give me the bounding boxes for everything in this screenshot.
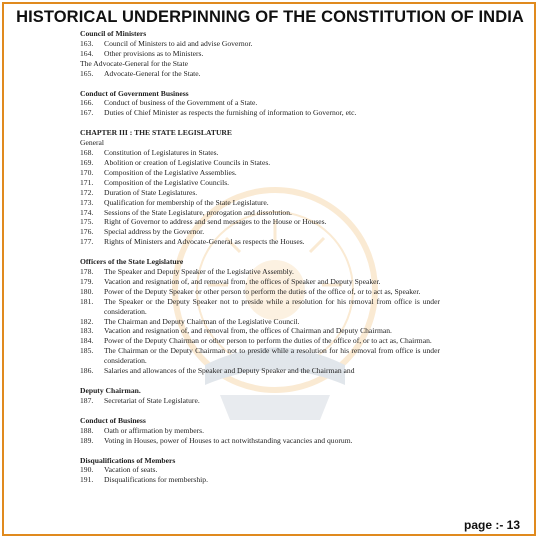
article-number: 177. xyxy=(80,237,94,247)
article-item xyxy=(80,267,440,277)
article-title: Sessions of the State Legislature, prorogation and dissolution. xyxy=(104,207,292,217)
article-title: The Chairman and Deputy Chairman of the Legislative Council. xyxy=(104,316,300,326)
article-number: 180. xyxy=(80,286,94,296)
article-item xyxy=(80,297,440,317)
article-number: 176. xyxy=(80,227,94,237)
article-number: 170. xyxy=(80,167,94,177)
article-item xyxy=(80,98,440,108)
article-number: 165. xyxy=(80,68,94,78)
section-heading: Conduct of Business xyxy=(80,415,146,425)
article-item xyxy=(80,217,440,227)
toc-section xyxy=(80,128,440,247)
toc-section xyxy=(80,257,440,376)
article-number: 169. xyxy=(80,157,94,167)
article-number: 164. xyxy=(80,48,94,58)
article-item xyxy=(80,148,440,158)
article-title: Salaries and allowances of the Speaker and Deputy Speaker and the Chairman and xyxy=(104,366,355,376)
article-title: Other provisions as to Ministers. xyxy=(104,48,204,58)
section-heading: CHAPTER III : THE STATE LEGISLATURE xyxy=(80,128,232,138)
section-heading: Disqualifications of Members xyxy=(80,455,176,465)
article-title: The Speaker or the Deputy Speaker not to preside while a resolution for his removal from office is under consideration. xyxy=(104,296,440,316)
article-item xyxy=(80,198,440,208)
article-item xyxy=(80,336,440,346)
article-item xyxy=(80,396,440,406)
article-item xyxy=(80,346,440,366)
article-title: Duties of Chief Minister as respects the furnishing of information to Governor, etc. xyxy=(104,108,357,118)
article-number: 179. xyxy=(80,276,94,286)
toc-section xyxy=(80,89,440,119)
article-number: 186. xyxy=(80,366,94,376)
article-title: The Chairman or the Deputy Chairman not to preside while a resolution for his removal from office is under consideration. xyxy=(104,346,440,366)
article-item xyxy=(80,39,440,49)
article-number: 166. xyxy=(80,98,94,108)
article-item xyxy=(80,436,440,446)
toc-section xyxy=(80,386,440,406)
article-item xyxy=(80,237,440,247)
article-number: 184. xyxy=(80,336,94,346)
article-item xyxy=(80,69,440,79)
article-item xyxy=(80,168,440,178)
article-number: 191. xyxy=(80,475,94,485)
article-title: The Speaker and Deputy Speaker of the Legislative Assembly. xyxy=(104,267,294,277)
article-item xyxy=(80,208,440,218)
article-item xyxy=(80,277,440,287)
article-title: Vacation and resignation of, and removal from, the offices of Chairman and Deputy Chairman. xyxy=(104,326,392,336)
page-number: page :- 13 xyxy=(463,518,520,532)
subheading: The Advocate-General for the State xyxy=(80,58,188,68)
toc-section xyxy=(80,416,440,446)
article-title: Composition of the Legislative Councils. xyxy=(104,177,230,187)
article-number: 168. xyxy=(80,148,94,158)
article-item xyxy=(80,178,440,188)
article-number: 188. xyxy=(80,425,94,435)
article-number: 178. xyxy=(80,267,94,277)
article-title: Oath or affirmation by members. xyxy=(104,425,205,435)
article-item xyxy=(80,475,440,485)
article-item xyxy=(80,49,440,59)
article-item xyxy=(80,317,440,327)
article-number: 172. xyxy=(80,187,94,197)
article-title: Advocate-General for the State. xyxy=(104,68,201,78)
article-title: Composition of the Legislative Assemblies. xyxy=(104,167,237,177)
article-title: Voting in Houses, power of Houses to act notwithstanding vacancies and quorum. xyxy=(104,435,353,445)
article-title: Abolition or creation of Legislative Councils in States. xyxy=(104,157,271,167)
article-number: 189. xyxy=(80,435,94,445)
article-title: Power of the Deputy Chairman or other person to perform the duties of the office of, or to act as, Chairman. xyxy=(104,336,432,346)
table-of-contents xyxy=(80,29,440,485)
article-number: 163. xyxy=(80,38,94,48)
article-number: 190. xyxy=(80,465,94,475)
article-item xyxy=(80,326,440,336)
article-item xyxy=(80,188,440,198)
article-title: Council of Ministers to aid and advise Governor. xyxy=(104,38,253,48)
article-title: Disqualifications for membership. xyxy=(104,475,208,485)
article-item xyxy=(80,227,440,237)
article-title: Secretariat of State Legislature. xyxy=(104,395,200,405)
toc-section xyxy=(80,456,440,486)
article-item xyxy=(80,287,440,297)
article-item xyxy=(80,108,440,118)
article-number: 183. xyxy=(80,326,94,336)
article-title: Right of Governor to address and send messages to the House or Houses. xyxy=(104,217,327,227)
article-title: Vacation of seats. xyxy=(104,465,158,475)
article-title: Power of the Deputy Speaker or other person to perform the duties of the office of, or to act as, Speaker. xyxy=(104,286,421,296)
article-title: Conduct of business of the Government of a State. xyxy=(104,98,258,108)
subheading: General xyxy=(80,138,105,148)
article-number: 173. xyxy=(80,197,94,207)
section-heading: Deputy Chairman. xyxy=(80,386,141,395)
article-title: Special address by the Governor. xyxy=(104,227,205,237)
article-item xyxy=(80,158,440,168)
article-number: 167. xyxy=(80,108,94,118)
article-title: Vacation and resignation of, and removal from, the offices of Speaker and Deputy Speaker. xyxy=(104,276,381,286)
section-heading: Council of Ministers xyxy=(80,29,147,38)
article-number: 175. xyxy=(80,217,94,227)
toc-section xyxy=(80,29,440,79)
section-heading: Conduct of Government Business xyxy=(80,88,189,98)
article-number: 182. xyxy=(80,316,94,326)
article-item xyxy=(80,366,440,376)
article-item xyxy=(80,426,440,436)
page-title: HISTORICAL UNDERPINNING OF THE CONSTITUTION OF INDIA xyxy=(16,8,524,26)
article-number: 174. xyxy=(80,207,94,217)
article-item xyxy=(80,465,440,475)
article-number: 171. xyxy=(80,177,94,187)
article-title: Rights of Ministers and Advocate-General as respects the Houses. xyxy=(104,237,305,247)
article-number: 181. xyxy=(80,296,94,306)
article-title: Duration of State Legislatures. xyxy=(104,187,198,197)
article-title: Qualification for membership of the State Legislature. xyxy=(104,197,269,207)
article-title: Constitution of Legislatures in States. xyxy=(104,148,219,158)
article-number: 185. xyxy=(80,346,94,356)
article-number: 187. xyxy=(80,395,94,405)
section-heading: Officers of the State Legislature xyxy=(80,257,184,267)
